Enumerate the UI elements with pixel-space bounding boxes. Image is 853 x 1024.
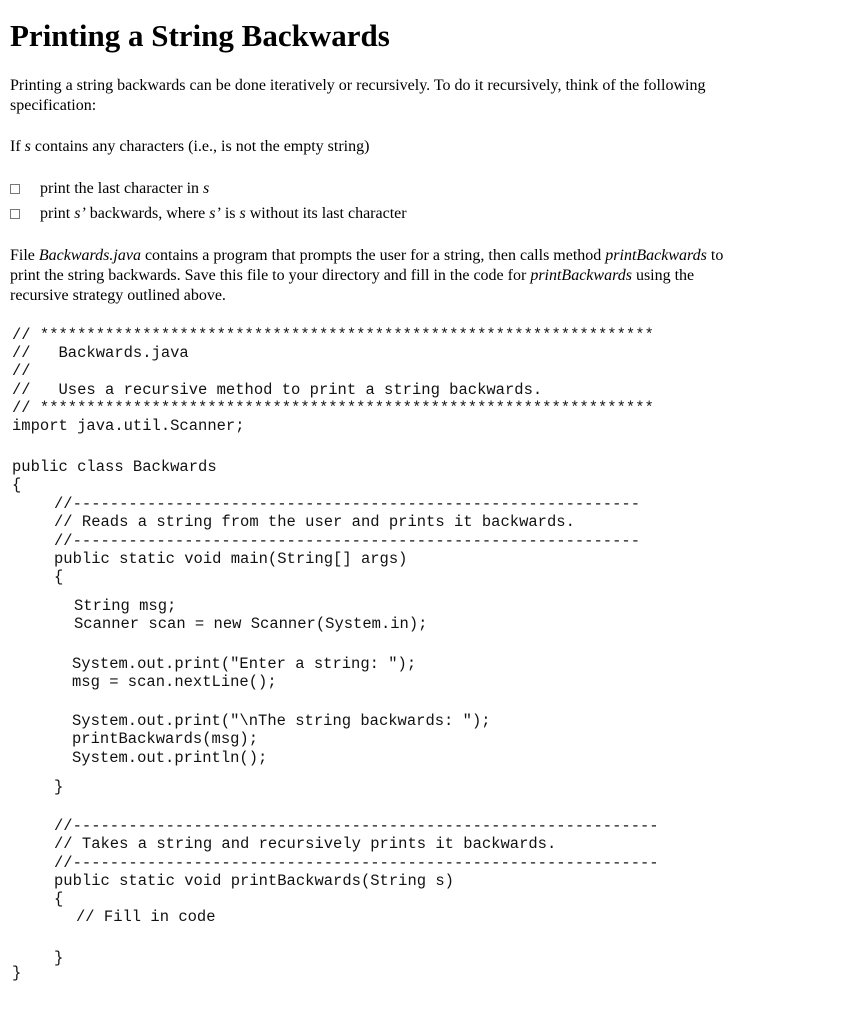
bullet-square-icon [10, 209, 20, 219]
intro-line-2: specification: [10, 97, 97, 114]
code-main-comment: //------------------------------------------------------------- // Reads a string from the user and prints it backwards. //------------------------------------------------------------- public static void main(String[] args) { [54, 495, 640, 587]
page-title: Printing a String Backwards [10, 18, 390, 53]
bullet-1-plain: print the last character in [40, 180, 204, 197]
file-line-3: recursive strategy outlined above. [10, 287, 226, 304]
code-printbackwards-comment: //--------------------------------------------------------------- // Takes a string and recursively prints it backwards. //--------------------------------------------------------------- public static void printBackwards(String s) { [54, 817, 659, 909]
bullet-2-var-1: s’ [74, 205, 86, 222]
condition-after: contains any characters (i.e., is not the empty string) [30, 138, 370, 155]
code-class-declaration: public class Backwards { [12, 458, 217, 495]
list-item [10, 179, 407, 204]
code-printbackwards-close: } [54, 949, 64, 967]
bullet-2-text [40, 204, 407, 224]
list-item [10, 204, 407, 229]
bullet-1-var: s [203, 180, 210, 197]
spec-list [10, 179, 407, 229]
code-fill-in-comment: // Fill in code [76, 908, 216, 926]
bullet-2-part-d: without its last character [245, 205, 407, 222]
bullet-1-text [40, 179, 209, 199]
intro-paragraph [10, 76, 705, 116]
condition-var: s [24, 138, 31, 155]
file-paragraph [10, 246, 723, 306]
code-header-comment: // ****************************************************************** // Backwards.java // // Uses a recursive method to print a string backwards. // ****************************************************************** import java.util.Scanner; [12, 326, 654, 436]
bullet-2-var-2: s’ [209, 205, 221, 222]
bullet-2-var-3: s [239, 205, 246, 222]
file-text-2: contains a program that prompts the user for a string, then calls method [140, 247, 606, 264]
bullet-square-icon [10, 184, 20, 194]
method-name: printBackwards [605, 247, 707, 264]
file-text-5: using the [631, 267, 695, 284]
file-text-1: File [10, 247, 39, 264]
intro-line-1: Printing a string backwards can be done iteratively or recursively. To do it recursively, think of the following [10, 77, 706, 94]
code-main-vars: String msg; Scanner scan = new Scanner(System.in); [74, 597, 428, 634]
file-name: Backwards.java [38, 247, 141, 264]
bullet-2-part-b: backwards, where [85, 205, 210, 222]
code-main-input: System.out.print("Enter a string: "); msg = scan.nextLine(); [72, 655, 417, 692]
bullet-2-part-a: print [40, 205, 75, 222]
method-name-2: printBackwards [530, 267, 632, 284]
file-text-3: to [706, 247, 724, 264]
file-line-2 [10, 266, 723, 286]
condition-before: If [10, 138, 25, 155]
code-main-output: System.out.print("\nThe string backwards: "); printBackwards(msg); System.out.println(); [72, 712, 491, 767]
bullet-2-part-c: is [220, 205, 240, 222]
condition-paragraph [10, 137, 369, 157]
file-text-4: print the string backwards. Save this file to your directory and fill in the code for [10, 267, 531, 284]
file-line-1 [10, 246, 723, 266]
code-class-close: } [12, 964, 22, 982]
code-main-close: } [54, 778, 64, 796]
